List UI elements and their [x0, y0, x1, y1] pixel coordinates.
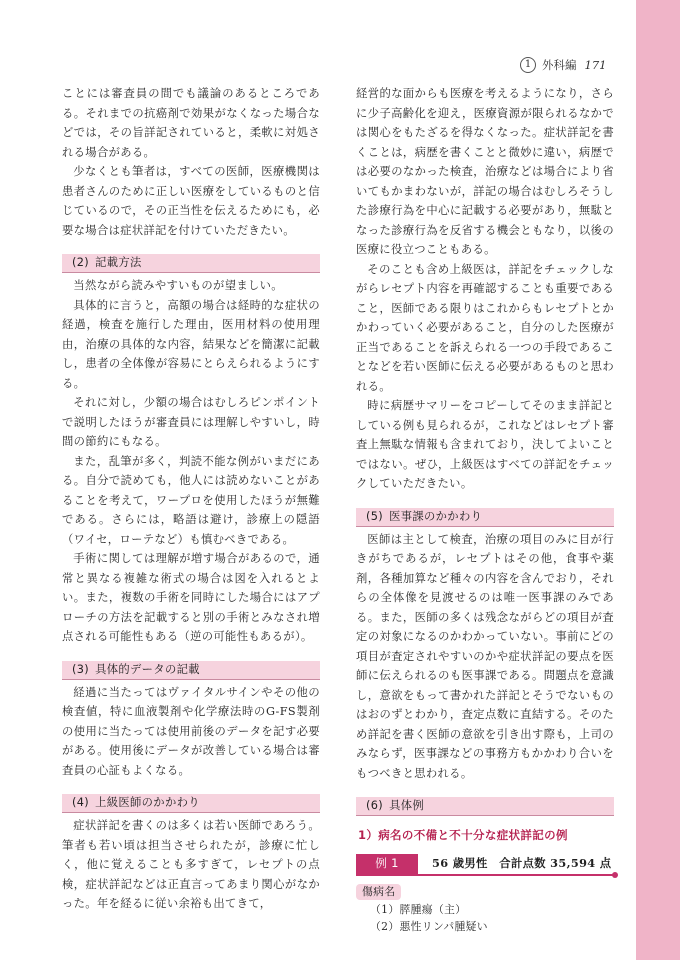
section-title: 記載方法 — [95, 256, 142, 269]
diagnosis-tag: 傷病名 — [356, 884, 401, 900]
paragraph: 手術に関しては理解が増す場合があるので，通常と異なる複雑な術式の場合は図を入れるとよい。また，複数の手術を同時にした場合にはアプローチの方法を記載すると別の手術とみなされ増点される可能性もある（逆の可能性もあるが）。 — [62, 552, 320, 643]
right-column — [356, 84, 614, 935]
section-heading-4 — [62, 794, 320, 813]
paragraph: 具体的に言うと，高額の場合は経時的な症状の経過，検査を施行した理由，医用材料の使用理由，治療の具体的な内容，結果などを簡潔に記載し，患者の全体像が容易にとらえられるようにする。 — [62, 298, 320, 390]
diagnosis-list — [356, 901, 614, 935]
side-color-band — [636, 0, 680, 960]
paragraph: 経過に当たってはヴァイタルサインやその他の検査値，特に血液製剤や化学療法時のG-FS製剤の使用に当たっては使用前後のデータを記す必要がある。使用後にデータが改善している場合は審査員の心証もよくなる。 — [62, 685, 320, 777]
chapter-number-badge: 1 — [520, 57, 536, 73]
section-number: (6) — [366, 799, 384, 812]
subsection-heading: 1）病名の不備と不十分な症状詳記の例 — [358, 828, 568, 842]
list-item: （2）悪性リンパ腫疑い — [370, 920, 488, 933]
case-header-bar — [356, 854, 614, 876]
section-number: (3) — [72, 662, 90, 676]
section-title: 具体例 — [389, 799, 425, 812]
left-column — [62, 84, 320, 914]
paragraph: また，乱筆が多く，判読不能な例がいまだにある。自分で読めても，他人には読めないことがあることを考えて，ワープロを使用したほうが無難である。さらには，略語は避け，診療上の隠語（ワイセ，ローテなど）も慎むべきである。 — [62, 454, 320, 546]
running-header — [520, 56, 606, 74]
section-number: (2) — [72, 256, 90, 269]
paragraph: そのことも含め上級医は，詳記をチェックしながらレセプト内容を再確認することも重要であること，医師である限りはこれからもレセプトとかかわっていく必要があること，自分のした医療が正当であることを訴えられる一つの手段であることなどを若い医師に伝える必要があるものと思われる。 — [356, 262, 614, 393]
section-title: 上級医師のかかわり — [95, 796, 200, 809]
section-heading-3 — [62, 661, 320, 680]
paragraph: 症状詳記を書くのは多くは若い医師であろう。筆者も若い頃は担当させられたが，診療に忙しく，他に覚えることも多すぎて，レセプトの点検，症状詳記などは正直言ってあまり関心がなかった。年を経るに従い余裕も出てきて， — [62, 819, 320, 910]
section-heading-6 — [356, 797, 614, 816]
paragraph: 医師は主として検査，治療の項目のみに目が行きがちであるが，レセプトはその他，食事や薬剤，各種加算など種々の内容を含んでおり，それらの全体像を見渡せるのは唯一医事課のみである。また，医師の多くは残念ながらどの項目が査定の対象になるのかわかっていない。事前にどの項目が査定されやすいのかや症状詳記の要点を医師に伝えられるのも医事課である。問題点を意識し，意欲をもって書かれた詳記とそうでないものはおのずとわかり，査定点数に直結する。そのため詳記を書く医師の意欲を引き出す際も，上司のみならず，医事課などの事務方もかかわり合いをもつべきと思われる。 — [356, 532, 614, 780]
list-item: （1）膵腫瘍（主） — [370, 903, 467, 916]
page-number: 171 — [584, 58, 607, 72]
paragraph: 時に病歴サマリーをコピーしてそのまま詳記としている例も見られるが，これなどはレセプト審査上無駄な情報も含まれており，決してよいことではない。ぜひ，上級医はすべての詳記をチェックしていただきたい。 — [356, 399, 614, 490]
case-label: 例 1 — [356, 854, 418, 874]
paragraph: 経営的な面からも医療を考えるようになり，さらに少子高齢化を迎え，医療資源が限られるなかでは関心をもたざるを得なくなった。症状詳記を書くことは，病歴を書くことと微妙に違い，病歴では必要のなかった検査，治療などは場合により省いてもかまわないが，詳記の場合はむしろそうした診療行為を中心に記載する必要があり，無駄となった診療行為を反省する機会ともなり，以後の医療に役立つこともある。 — [356, 87, 614, 256]
section-number: (4) — [72, 796, 90, 809]
section-number: (5) — [366, 509, 384, 523]
case-bar-end-dot — [612, 872, 618, 878]
section-title: 医事課のかかわり — [389, 509, 483, 523]
paragraph: ことには審査員の間でも議論のあるところである。それまでの抗癌剤で効果がなくなった場合などでは，その旨詳記されていると，柔軟に対処される場合がある。 — [62, 87, 320, 159]
case-info: 56 歳男性 合計点数 35,594 点 — [432, 855, 612, 870]
paragraph: 当然ながら読みやすいものが望ましい。 — [73, 279, 283, 292]
paragraph: 少なくとも筆者は，すべての医師，医療機関は患者さんのために正しい医療をしているものと信じているので，その正当性を伝えるためにも，必要な場合は症状詳記を付けていただきたい。 — [62, 165, 320, 237]
chapter-title: 外科編 — [542, 58, 577, 72]
section-heading-2 — [62, 254, 320, 273]
section-heading-5 — [356, 508, 614, 527]
paragraph: それに対し，少額の場合はむしろピンポイントで説明したほうが審査員には理解しやすいし，時間の節約にもなる。 — [62, 396, 320, 448]
section-title: 具体的データの記載 — [95, 662, 200, 676]
